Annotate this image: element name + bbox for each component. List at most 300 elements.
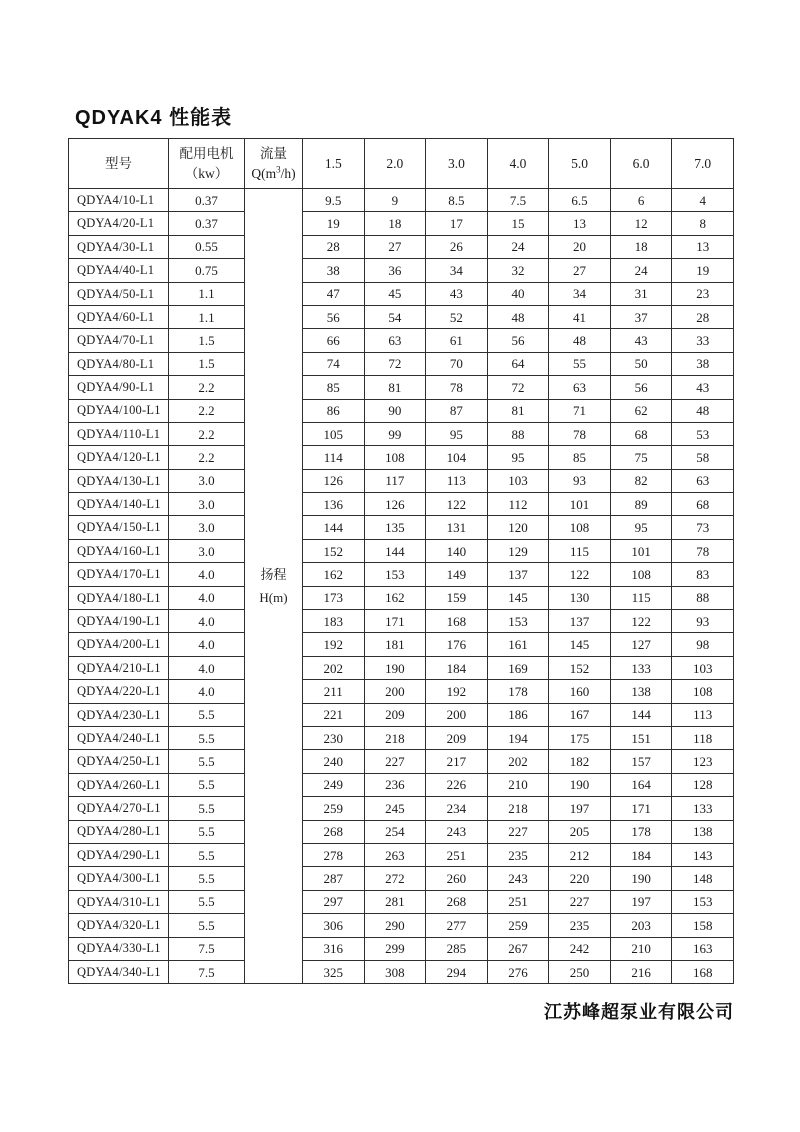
- table-row: [69, 750, 734, 773]
- head-value-cell: 24: [610, 259, 672, 282]
- motor-power-cell: 1.5: [169, 329, 245, 352]
- table-row: [69, 680, 734, 703]
- head-value-cell: 131: [426, 516, 488, 539]
- head-value-cell: 171: [610, 797, 672, 820]
- head-value-cell: 85: [303, 376, 365, 399]
- motor-power-cell: 5.5: [169, 843, 245, 866]
- head-value-cell: 36: [364, 259, 426, 282]
- head-value-cell: 34: [426, 259, 488, 282]
- model-cell: QDYA4/210-L1: [69, 656, 169, 679]
- head-value-cell: 103: [672, 656, 734, 679]
- head-value-cell: 73: [672, 516, 734, 539]
- head-value-cell: 18: [364, 212, 426, 235]
- head-value-cell: 128: [672, 773, 734, 796]
- table-row: [69, 703, 734, 726]
- motor-power-cell: 2.2: [169, 399, 245, 422]
- head-value-cell: 250: [549, 960, 611, 983]
- head-value-cell: 161: [487, 633, 549, 656]
- model-cell: QDYA4/170-L1: [69, 563, 169, 586]
- motor-power-cell: 5.5: [169, 914, 245, 937]
- head-value-cell: 93: [549, 469, 611, 492]
- head-value-cell: 20: [549, 235, 611, 258]
- head-label-cell: [245, 352, 303, 375]
- head-value-cell: 144: [303, 516, 365, 539]
- head-value-cell: 245: [364, 797, 426, 820]
- head-value-cell: 95: [610, 516, 672, 539]
- head-label-cell: [245, 726, 303, 749]
- head-value-cell: 55: [549, 352, 611, 375]
- head-value-cell: 72: [487, 376, 549, 399]
- model-cell: QDYA4/100-L1: [69, 399, 169, 422]
- flow-header-line1: 流量: [260, 145, 287, 161]
- head-value-cell: 212: [549, 843, 611, 866]
- head-value-cell: 272: [364, 867, 426, 890]
- head-value-cell: 260: [426, 867, 488, 890]
- head-value-cell: 81: [364, 376, 426, 399]
- head-value-cell: 202: [303, 656, 365, 679]
- head-value-cell: 242: [549, 937, 611, 960]
- head-value-cell: 230: [303, 726, 365, 749]
- head-value-cell: 88: [672, 586, 734, 609]
- head-label-cell: [245, 329, 303, 352]
- head-value-cell: 81: [487, 399, 549, 422]
- motor-power-cell: 4.0: [169, 586, 245, 609]
- head-value-cell: 167: [549, 703, 611, 726]
- head-value-cell: 56: [487, 329, 549, 352]
- head-value-cell: 13: [549, 212, 611, 235]
- head-value-cell: 64: [487, 352, 549, 375]
- head-label-cell: [245, 843, 303, 866]
- model-cell: QDYA4/30-L1: [69, 235, 169, 258]
- head-label-cell: H(m): [245, 586, 303, 609]
- head-value-cell: 18: [610, 235, 672, 258]
- head-value-cell: 48: [487, 305, 549, 328]
- flow-rate-header: 7.0: [672, 139, 734, 189]
- motor-power-cell: 3.0: [169, 493, 245, 516]
- table-row: [69, 820, 734, 843]
- head-value-cell: 56: [610, 376, 672, 399]
- head-value-cell: 138: [672, 820, 734, 843]
- head-label-cell: [245, 235, 303, 258]
- head-value-cell: 220: [549, 867, 611, 890]
- table-row: [69, 539, 734, 562]
- head-value-cell: 113: [426, 469, 488, 492]
- head-value-cell: 95: [487, 446, 549, 469]
- head-label-cell: [245, 399, 303, 422]
- head-value-cell: 114: [303, 446, 365, 469]
- model-cell: QDYA4/150-L1: [69, 516, 169, 539]
- head-value-cell: 200: [426, 703, 488, 726]
- head-value-cell: 90: [364, 399, 426, 422]
- motor-power-cell: 0.37: [169, 212, 245, 235]
- head-value-cell: 68: [672, 493, 734, 516]
- model-column-header: 型号: [69, 139, 169, 189]
- head-value-cell: 135: [364, 516, 426, 539]
- head-value-cell: 88: [487, 422, 549, 445]
- head-value-cell: 190: [549, 773, 611, 796]
- head-value-cell: 197: [610, 890, 672, 913]
- head-value-cell: 227: [364, 750, 426, 773]
- model-cell: QDYA4/250-L1: [69, 750, 169, 773]
- head-value-cell: 24: [487, 235, 549, 258]
- motor-power-cell: 2.2: [169, 422, 245, 445]
- motor-power-cell: 4.0: [169, 633, 245, 656]
- motor-power-cell: 4.0: [169, 656, 245, 679]
- model-cell: QDYA4/330-L1: [69, 937, 169, 960]
- head-value-cell: 210: [487, 773, 549, 796]
- model-cell: QDYA4/70-L1: [69, 329, 169, 352]
- head-label-cell: [245, 820, 303, 843]
- head-value-cell: 45: [364, 282, 426, 305]
- table-row: [69, 469, 734, 492]
- model-cell: QDYA4/340-L1: [69, 960, 169, 983]
- head-value-cell: 235: [487, 843, 549, 866]
- flow-header-unit: [251, 166, 295, 181]
- head-value-cell: 68: [610, 422, 672, 445]
- head-label-cell: [245, 376, 303, 399]
- head-value-cell: 145: [549, 633, 611, 656]
- model-cell: QDYA4/220-L1: [69, 680, 169, 703]
- head-value-cell: 243: [487, 867, 549, 890]
- head-value-cell: 28: [303, 235, 365, 258]
- head-value-cell: 183: [303, 610, 365, 633]
- flow-column-header: [245, 139, 303, 189]
- head-value-cell: 138: [610, 680, 672, 703]
- head-value-cell: 137: [487, 563, 549, 586]
- head-value-cell: 70: [426, 352, 488, 375]
- head-value-cell: 153: [364, 563, 426, 586]
- head-value-cell: 127: [610, 633, 672, 656]
- head-value-cell: 85: [549, 446, 611, 469]
- head-label-cell: [245, 493, 303, 516]
- head-value-cell: 143: [672, 843, 734, 866]
- head-value-cell: 38: [303, 259, 365, 282]
- head-label-cell: [245, 633, 303, 656]
- head-value-cell: 108: [672, 680, 734, 703]
- table-row: [69, 493, 734, 516]
- head-value-cell: 89: [610, 493, 672, 516]
- head-value-cell: 118: [672, 726, 734, 749]
- motor-power-cell: 0.37: [169, 189, 245, 212]
- head-value-cell: 294: [426, 960, 488, 983]
- head-label-cell: [245, 305, 303, 328]
- motor-power-cell: 1.1: [169, 282, 245, 305]
- head-value-cell: 278: [303, 843, 365, 866]
- head-value-cell: 63: [549, 376, 611, 399]
- head-value-cell: 137: [549, 610, 611, 633]
- motor-power-cell: 4.0: [169, 610, 245, 633]
- table-row: [69, 212, 734, 235]
- page-title: QDYAK4 性能表: [75, 107, 233, 129]
- model-cell: QDYA4/180-L1: [69, 586, 169, 609]
- table-row: [69, 797, 734, 820]
- head-value-cell: 133: [672, 797, 734, 820]
- head-value-cell: 23: [672, 282, 734, 305]
- table-row: [69, 235, 734, 258]
- model-cell: QDYA4/160-L1: [69, 539, 169, 562]
- head-value-cell: 63: [672, 469, 734, 492]
- model-cell: QDYA4/50-L1: [69, 282, 169, 305]
- table-row: [69, 633, 734, 656]
- head-value-cell: 168: [426, 610, 488, 633]
- head-value-cell: 40: [487, 282, 549, 305]
- head-value-cell: 267: [487, 937, 549, 960]
- head-value-cell: 82: [610, 469, 672, 492]
- motor-power-cell: 3.0: [169, 516, 245, 539]
- head-value-cell: 243: [426, 820, 488, 843]
- head-value-cell: 297: [303, 890, 365, 913]
- head-value-cell: 153: [487, 610, 549, 633]
- head-value-cell: 12: [610, 212, 672, 235]
- head-value-cell: 6.5: [549, 189, 611, 212]
- head-value-cell: 71: [549, 399, 611, 422]
- flow-rate-header: 6.0: [610, 139, 672, 189]
- head-value-cell: 105: [303, 422, 365, 445]
- motor-power-cell: 2.2: [169, 376, 245, 399]
- head-value-cell: 192: [303, 633, 365, 656]
- motor-power-cell: 1.5: [169, 352, 245, 375]
- head-value-cell: 48: [672, 399, 734, 422]
- head-value-cell: 157: [610, 750, 672, 773]
- head-value-cell: 87: [426, 399, 488, 422]
- head-value-cell: 184: [426, 656, 488, 679]
- flow-rate-header: 2.0: [364, 139, 426, 189]
- model-cell: QDYA4/10-L1: [69, 189, 169, 212]
- model-cell: QDYA4/230-L1: [69, 703, 169, 726]
- head-value-cell: 78: [549, 422, 611, 445]
- head-value-cell: 27: [364, 235, 426, 258]
- head-value-cell: 7.5: [487, 189, 549, 212]
- head-label-cell: [245, 259, 303, 282]
- model-cell: QDYA4/310-L1: [69, 890, 169, 913]
- motor-power-cell: 5.5: [169, 703, 245, 726]
- head-value-cell: 58: [672, 446, 734, 469]
- table-row: [69, 656, 734, 679]
- head-value-cell: 75: [610, 446, 672, 469]
- head-value-cell: 112: [487, 493, 549, 516]
- head-value-cell: 99: [364, 422, 426, 445]
- head-value-cell: 113: [672, 703, 734, 726]
- head-label-cell: [245, 422, 303, 445]
- head-label-cell: [245, 610, 303, 633]
- motor-power-cell: 3.0: [169, 469, 245, 492]
- head-value-cell: 140: [426, 539, 488, 562]
- head-value-cell: 48: [549, 329, 611, 352]
- head-value-cell: 4: [672, 189, 734, 212]
- head-value-cell: 181: [364, 633, 426, 656]
- head-value-cell: 78: [426, 376, 488, 399]
- head-value-cell: 287: [303, 867, 365, 890]
- head-value-cell: 178: [610, 820, 672, 843]
- document-page: [68, 101, 734, 1024]
- model-cell: QDYA4/280-L1: [69, 820, 169, 843]
- head-value-cell: 306: [303, 914, 365, 937]
- table-row: [69, 189, 734, 212]
- motor-power-cell: 5.5: [169, 820, 245, 843]
- head-value-cell: 98: [672, 633, 734, 656]
- head-value-cell: 28: [672, 305, 734, 328]
- head-value-cell: 205: [549, 820, 611, 843]
- head-value-cell: 316: [303, 937, 365, 960]
- table-row: [69, 914, 734, 937]
- head-value-cell: 148: [672, 867, 734, 890]
- head-value-cell: 136: [303, 493, 365, 516]
- head-value-cell: 145: [487, 586, 549, 609]
- model-cell: QDYA4/60-L1: [69, 305, 169, 328]
- flow-unit-post: /h): [280, 165, 296, 181]
- table-row: [69, 259, 734, 282]
- head-value-cell: 19: [303, 212, 365, 235]
- head-label-cell: [245, 867, 303, 890]
- head-label-cell: 扬程: [245, 563, 303, 586]
- motor-power-cell: 7.5: [169, 960, 245, 983]
- model-cell: QDYA4/20-L1: [69, 212, 169, 235]
- head-value-cell: 168: [672, 960, 734, 983]
- head-value-cell: 178: [487, 680, 549, 703]
- head-value-cell: 285: [426, 937, 488, 960]
- table-row: [69, 376, 734, 399]
- head-value-cell: 209: [426, 726, 488, 749]
- flow-rate-header: 1.5: [303, 139, 365, 189]
- head-value-cell: 164: [610, 773, 672, 796]
- head-value-cell: 43: [672, 376, 734, 399]
- head-value-cell: 32: [487, 259, 549, 282]
- head-value-cell: 31: [610, 282, 672, 305]
- head-value-cell: 236: [364, 773, 426, 796]
- head-value-cell: 249: [303, 773, 365, 796]
- head-value-cell: 108: [610, 563, 672, 586]
- model-cell: QDYA4/140-L1: [69, 493, 169, 516]
- motor-power-cell: 4.0: [169, 563, 245, 586]
- head-value-cell: 210: [610, 937, 672, 960]
- table-row: [69, 282, 734, 305]
- motor-power-cell: 5.5: [169, 797, 245, 820]
- motor-power-cell: 3.0: [169, 539, 245, 562]
- head-label-cell: [245, 960, 303, 983]
- head-value-cell: 308: [364, 960, 426, 983]
- motor-power-cell: 7.5: [169, 937, 245, 960]
- head-value-cell: 104: [426, 446, 488, 469]
- table-row: [69, 726, 734, 749]
- head-value-cell: 251: [426, 843, 488, 866]
- model-cell: QDYA4/260-L1: [69, 773, 169, 796]
- head-value-cell: 52: [426, 305, 488, 328]
- table-row: [69, 960, 734, 983]
- head-value-cell: 19: [672, 259, 734, 282]
- table-row: [69, 890, 734, 913]
- head-value-cell: 216: [610, 960, 672, 983]
- flow-rate-header: 4.0: [487, 139, 549, 189]
- motor-column-header: [169, 139, 245, 189]
- head-value-cell: 43: [426, 282, 488, 305]
- head-value-cell: 152: [549, 656, 611, 679]
- head-value-cell: 175: [549, 726, 611, 749]
- head-value-cell: 162: [303, 563, 365, 586]
- head-value-cell: 162: [364, 586, 426, 609]
- head-value-cell: 15: [487, 212, 549, 235]
- head-value-cell: 122: [549, 563, 611, 586]
- head-value-cell: 17: [426, 212, 488, 235]
- motor-power-cell: 5.5: [169, 726, 245, 749]
- table-row: [69, 422, 734, 445]
- head-value-cell: 78: [672, 539, 734, 562]
- head-value-cell: 122: [610, 610, 672, 633]
- model-cell: QDYA4/190-L1: [69, 610, 169, 633]
- table-row: [69, 352, 734, 375]
- head-value-cell: 33: [672, 329, 734, 352]
- head-value-cell: 74: [303, 352, 365, 375]
- head-label-cell: [245, 516, 303, 539]
- head-value-cell: 176: [426, 633, 488, 656]
- head-value-cell: 218: [364, 726, 426, 749]
- head-value-cell: 62: [610, 399, 672, 422]
- head-value-cell: 276: [487, 960, 549, 983]
- motor-header-line1: 配用电机: [179, 145, 234, 161]
- head-value-cell: 197: [549, 797, 611, 820]
- head-label-cell: [245, 680, 303, 703]
- table-row: [69, 305, 734, 328]
- motor-power-cell: 5.5: [169, 750, 245, 773]
- head-value-cell: 254: [364, 820, 426, 843]
- head-value-cell: 13: [672, 235, 734, 258]
- table-header: [69, 139, 734, 189]
- head-value-cell: 27: [549, 259, 611, 282]
- head-value-cell: 221: [303, 703, 365, 726]
- head-value-cell: 159: [426, 586, 488, 609]
- head-value-cell: 186: [487, 703, 549, 726]
- flow-unit-sup: 3: [276, 164, 281, 175]
- head-value-cell: 53: [672, 422, 734, 445]
- head-value-cell: 8.5: [426, 189, 488, 212]
- head-value-cell: 226: [426, 773, 488, 796]
- head-value-cell: 41: [549, 305, 611, 328]
- head-value-cell: 37: [610, 305, 672, 328]
- head-label-cell: [245, 937, 303, 960]
- head-value-cell: 9: [364, 189, 426, 212]
- head-value-cell: 259: [487, 914, 549, 937]
- table-row: [69, 773, 734, 796]
- head-value-cell: 83: [672, 563, 734, 586]
- head-label-cell: [245, 189, 303, 212]
- head-value-cell: 163: [672, 937, 734, 960]
- head-value-cell: 115: [549, 539, 611, 562]
- motor-power-cell: 2.2: [169, 446, 245, 469]
- head-value-cell: 101: [549, 493, 611, 516]
- head-value-cell: 47: [303, 282, 365, 305]
- head-value-cell: 190: [610, 867, 672, 890]
- head-value-cell: 194: [487, 726, 549, 749]
- head-label-cell: [245, 797, 303, 820]
- head-value-cell: 217: [426, 750, 488, 773]
- table-row: [69, 586, 734, 609]
- head-value-cell: 63: [364, 329, 426, 352]
- head-value-cell: 115: [610, 586, 672, 609]
- head-value-cell: 9.5: [303, 189, 365, 212]
- table-row: [69, 563, 734, 586]
- head-value-cell: 200: [364, 680, 426, 703]
- head-label-cell: [245, 539, 303, 562]
- head-value-cell: 86: [303, 399, 365, 422]
- model-cell: QDYA4/320-L1: [69, 914, 169, 937]
- head-value-cell: 101: [610, 539, 672, 562]
- model-cell: QDYA4/40-L1: [69, 259, 169, 282]
- head-value-cell: 129: [487, 539, 549, 562]
- motor-header-line2: （kw）: [184, 165, 229, 181]
- head-label-cell: [245, 469, 303, 492]
- head-value-cell: 290: [364, 914, 426, 937]
- table-row: [69, 843, 734, 866]
- head-value-cell: 209: [364, 703, 426, 726]
